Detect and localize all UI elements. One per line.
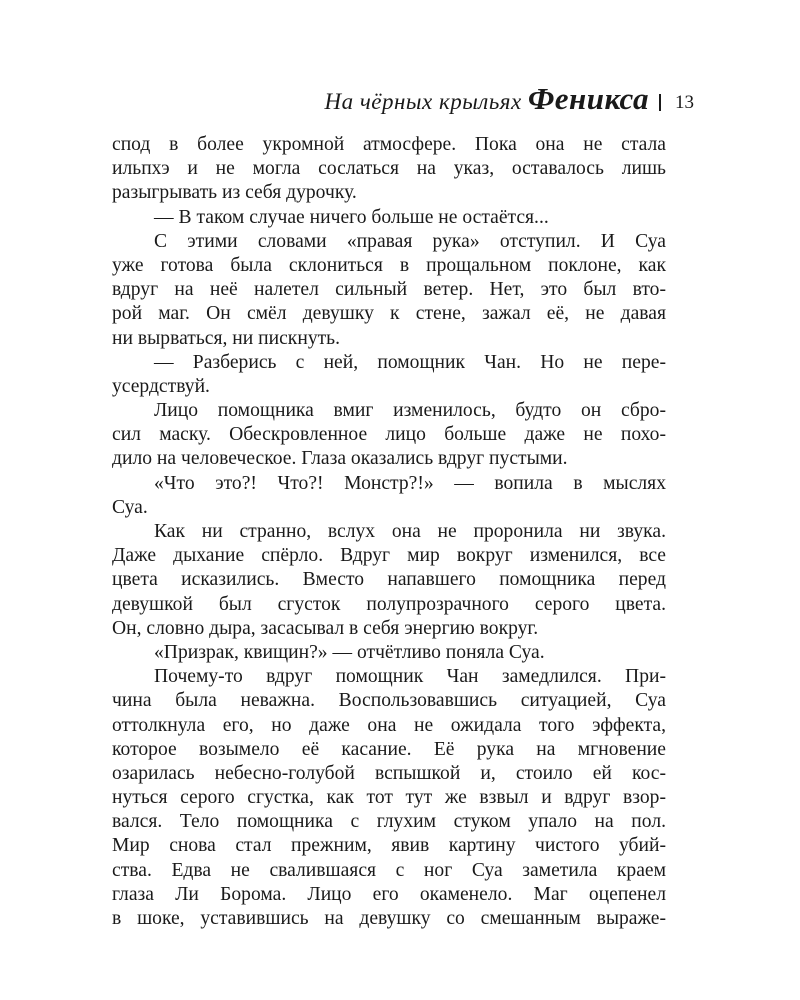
- text-line: разыгрывать из себя дурочку.: [112, 182, 357, 204]
- text-line: «Призрак, квищин?» — отчётливо поняла Суа.: [154, 641, 545, 663]
- text-line: Он, словно дыра, засасывал в себя энергию вокруг.: [112, 617, 539, 639]
- text-line: Лицо помощника вмиг изменилось, будто он сбро-: [154, 400, 666, 422]
- text-line: ни вырваться, ни пискнуть.: [112, 327, 341, 349]
- text-line: вался. Тело помощника с глухим стуком упало на пол.: [112, 811, 666, 833]
- text-line: глаза Ли Борома. Лицо его окаменело. Маг оцепенел: [112, 883, 666, 905]
- text-line: «Что это?! Что?! Монстр?!» — вопила в мыслях: [154, 472, 666, 494]
- text-line: — В таком случае ничего больше не остаётся...: [154, 206, 549, 228]
- text-line: девушкой был сгусток полупрозрачного серого цвета.: [112, 593, 666, 615]
- text-line: которое возымело её касание. Её рука на мгновение: [112, 738, 666, 760]
- book-title-lead: На чёрных крыльях: [324, 89, 528, 114]
- text-line: Почему-то вдруг помощник Чан замедлился. При-: [154, 666, 666, 688]
- text-line: уже готова была склониться в прощальном поклоне, как: [112, 254, 666, 276]
- text-line: С этими словами «правая рука» отступил. И Суа: [154, 230, 666, 252]
- text-line: Как ни странно, вслух она не проронила ни звука.: [154, 521, 666, 542]
- text-line: — Разберись с ней, помощник Чан. Но не пере-: [154, 351, 666, 373]
- text-line: спод в более укромной атмосфере. Пока она не стала: [112, 134, 666, 155]
- text-line: рой маг. Он смёл девушку к стене, зажал её, не давая: [112, 303, 666, 325]
- text-line: Даже дыхание спёрло. Вдруг мир вокруг изменился, все: [112, 545, 666, 567]
- header-divider: [659, 94, 661, 111]
- text-line: ильпхэ и не могла сослаться на указ, оставалось лишь: [112, 158, 666, 180]
- text-line: чина была неважна. Воспользовавшись ситуацией, Суа: [112, 690, 666, 712]
- text-line: нуться серого сгустка, как тот тут же взвыл и вдруг взор-: [112, 787, 666, 809]
- text-line: сил маску. Обескровленное лицо больше даже не похо-: [112, 424, 666, 446]
- page-number: 13: [675, 92, 694, 113]
- book-title: [324, 83, 649, 114]
- text-line: озарилась небесно-голубой вспышкой и, стоило ей кос-: [112, 762, 666, 784]
- text-line: Суа.: [112, 496, 148, 518]
- text-line: Мир снова стал прежним, явив картину чистого убий-: [112, 835, 666, 857]
- running-header: [324, 80, 694, 114]
- body-text: [112, 133, 666, 931]
- text-line: дило на человеческое. Глаза оказались вдруг пустыми.: [112, 448, 568, 470]
- text-line: цвета исказились. Вместо напавшего помощника перед: [112, 569, 666, 591]
- text-line: оттолкнула его, но даже она не ожидала того эффекта,: [112, 714, 666, 736]
- text-line: ства. Едва не свалившаяся с ног Суа заметила краем: [112, 859, 666, 881]
- text-line: в шоке, уставившись на девушку со смешанным выраже-: [112, 908, 666, 929]
- book-title-emphasis: Феникса: [527, 81, 649, 116]
- text-line: вдруг на неё налетел сильный ветер. Нет, это был вто-: [112, 279, 666, 301]
- text-line: усердствуй.: [112, 375, 210, 397]
